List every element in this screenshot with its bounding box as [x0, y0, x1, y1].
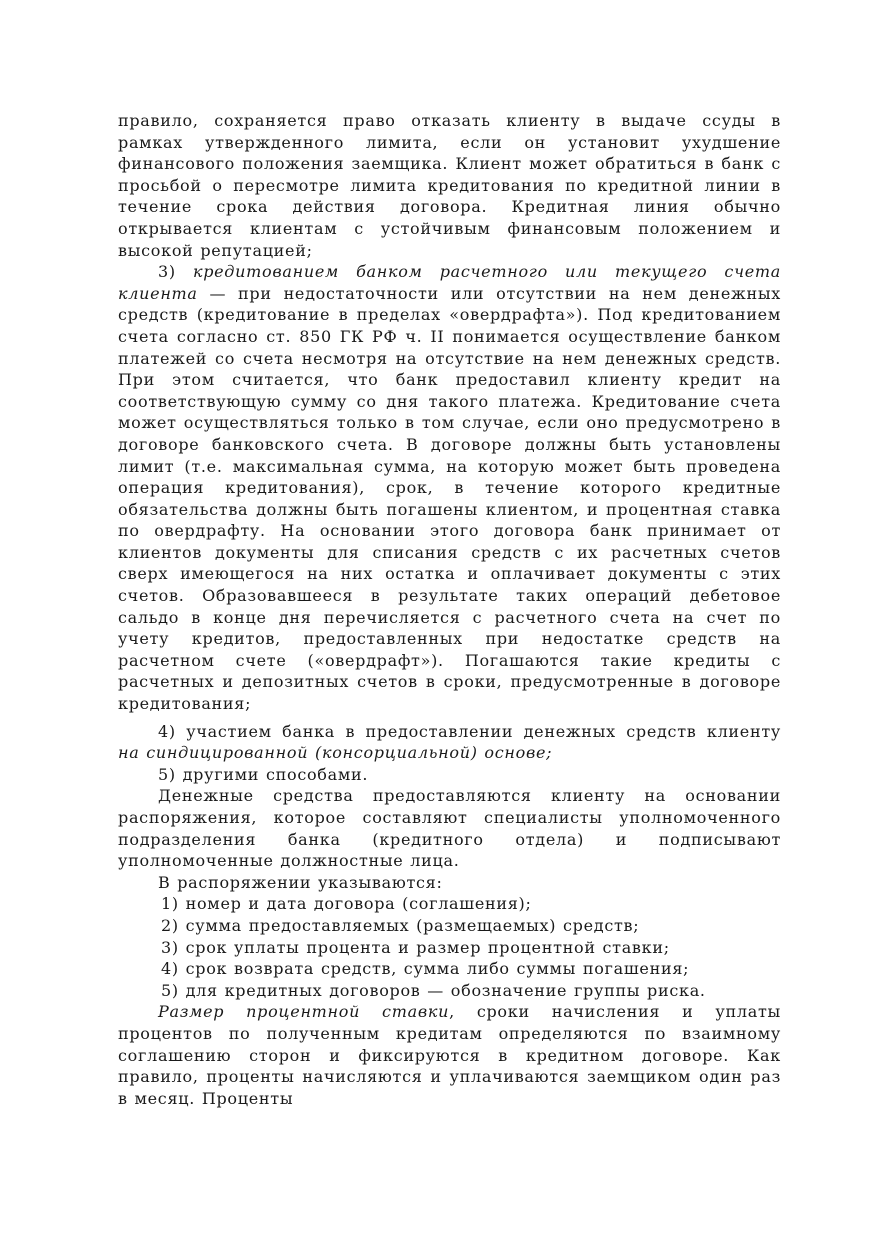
text-segment: 3) — [158, 262, 193, 282]
text-segment: В распоряжении указываются: — [158, 872, 443, 892]
paragraph-syndicated — [118, 721, 781, 764]
list-item — [118, 915, 781, 937]
text-segment: 3) срок уплаты процента и размер процентной ставки; — [161, 937, 670, 957]
text-segment: правило, сохраняется право отказать клиенту в выдаче ссуды в рамках утвержденного лимита, если он установит ухудшение финансового положения заемщика. Клиент может обратиться в банк с просьбой о пересмотре лимита кредитования по кредитной линии в течение срока действия договора. Кредитная линия обычно открывается клиентам с устойчивым финансовым положением и высокой репутацией; — [118, 111, 781, 260]
text-segment: , сроки начисления и уплаты процентов по полученным кредитам определяются по взаимному соглашению сторон и фиксируются в кредитном договоре. Как правило, проценты начисляются и уплачиваются заемщиком один раз в месяц. Проценты — [118, 1002, 781, 1108]
paragraph-overdraft — [118, 261, 781, 714]
text-segment: 5) другими способами. — [158, 764, 369, 784]
italic-term: Размер процентной ставки — [158, 1002, 450, 1022]
text-segment: 2) сумма предоставляемых (размещаемых) средств; — [161, 915, 640, 935]
text-segment: — при недостаточности или отсутствии на нем денежных средств (кредитование в пределах «овердрафта»). Под кредитованием счета согласно ст. 850 ГК РФ ч. II понимается осуществление банком платежей со счета несмотря на отсутствие на нем денежных средств. При этом считается, что банк предоставил клиенту кредит на соответствующую сумму со дня такого платежа. Кредитование счета может осуществляться только в том случае, если оно предусмотрено в договоре банковского счета. В договоре должны быть установлены лимит (т.е. максимальная сумма, на которую может быть проведена операция кредитования), срок, в течение которого кредитные обязательства должны быть погашены клиентом, и процентная ставка по овердрафту. На основании этого договора банк принимает от клиентов документы для списания средств с их расчетных счетов сверх имеющегося на них остатка и оплачивает документы с этих счетов. Образовавшееся в результате таких операций дебетовое сальдо в конце дня перечисляется с расчетного счета на счет по учету кредитов, предоставленных при недостатке средств на расчетном счете («овердрафт»). Погашаются такие кредиты с расчетных и депозитных счетов в сроки, предусмотренные в договоре кредитования; — [118, 283, 781, 714]
list-item — [118, 893, 781, 915]
paragraph-order — [118, 785, 781, 871]
paragraph-order-contents — [118, 872, 781, 894]
text-segment: Денежные средства предоставляются клиенту на основании распоряжения, которое составляют специалисты уполномоченного подразделения банка (кредитного отдела) и подписывают уполномоченные должностные лица. — [118, 786, 781, 871]
paragraph-interest-rate — [118, 1001, 781, 1109]
text-segment: 4) участием банка в предоставлении денежных средств клиенту — [158, 721, 781, 741]
text-segment: 5) для кредитных договоров — обозначение группы риска. — [161, 980, 706, 1000]
list-item — [118, 958, 781, 980]
list-item — [118, 937, 781, 959]
text-segment: 1) номер и дата договора (соглашения); — [161, 894, 532, 914]
paragraph-other-methods — [118, 764, 781, 786]
italic-term: на синдицированной (консорциальной) основе; — [118, 743, 553, 763]
text-segment: 4) срок возврата средств, сумма либо суммы погашения; — [161, 959, 690, 979]
page-body — [118, 110, 781, 1109]
italic-term: кредитованием банком расчетного или текущего счета клиента — [118, 262, 782, 303]
paragraph-credit-line — [118, 110, 781, 261]
list-item — [118, 980, 781, 1002]
